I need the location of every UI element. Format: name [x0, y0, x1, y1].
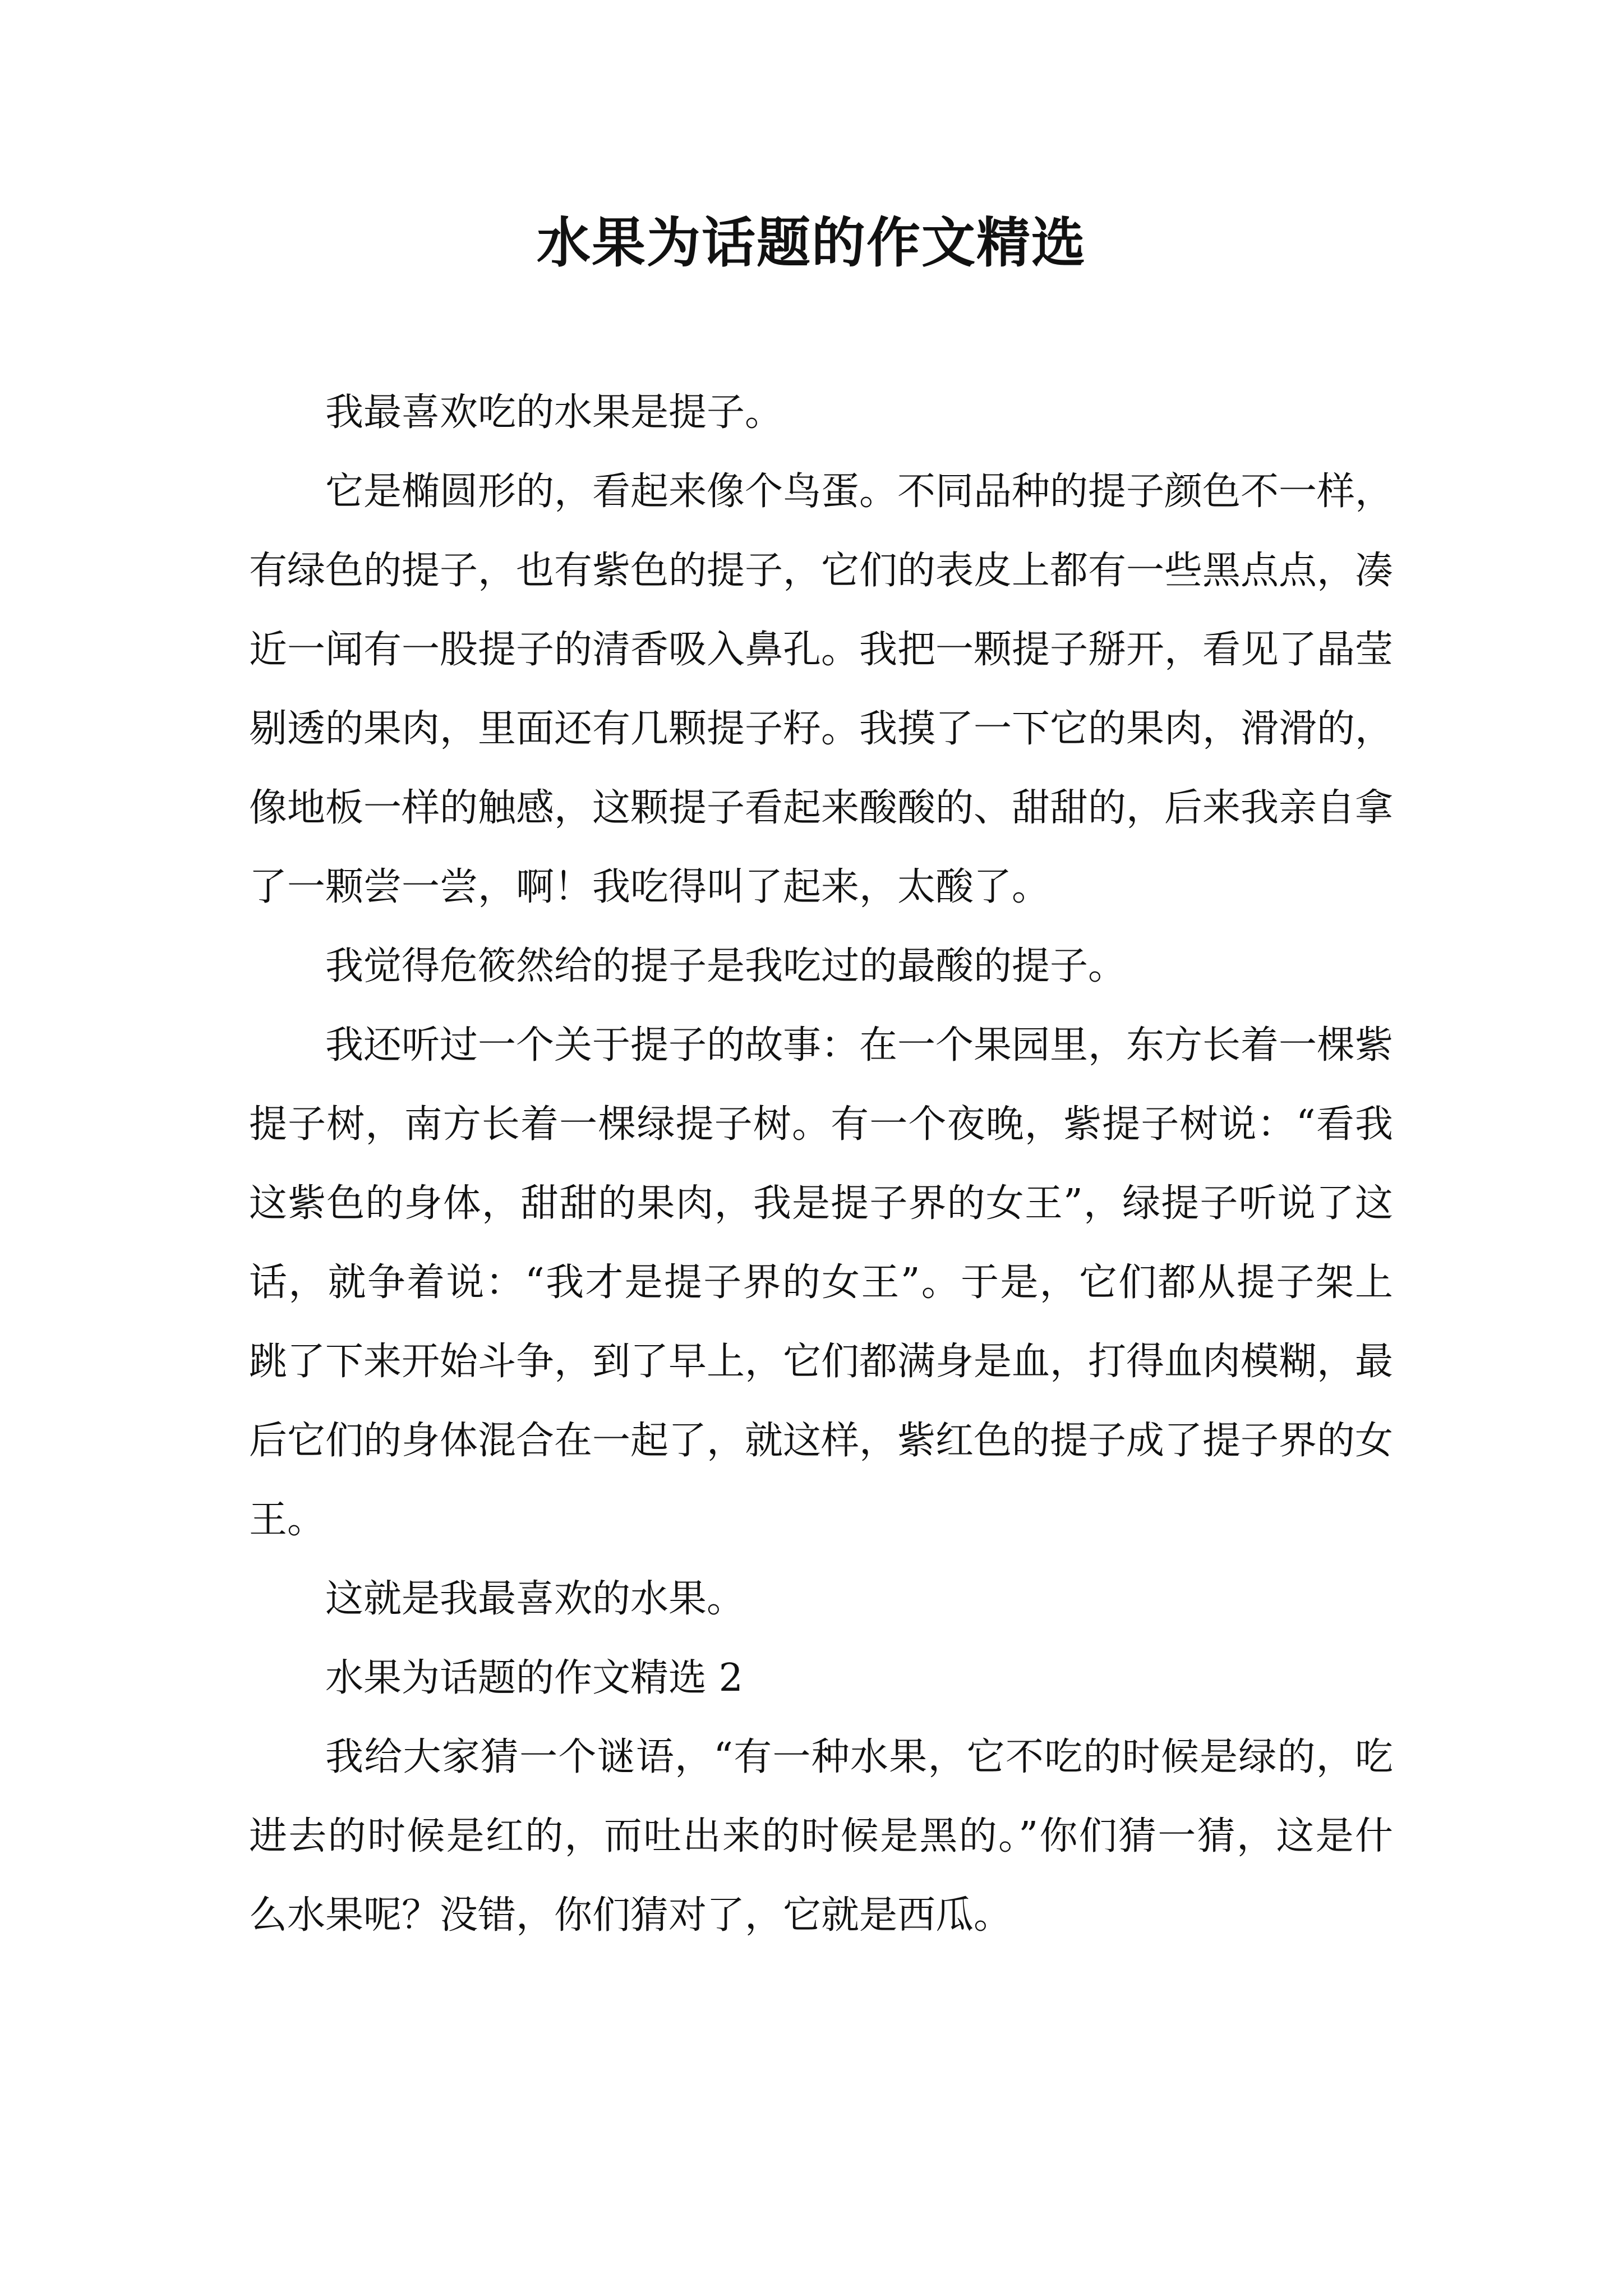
- document-body: [249, 373, 1393, 1955]
- paragraph-grape-story: 我还听过一个关于提子的故事：在一个果园里，东方长着一棵紫提子树，南方长着一棵绿提子树。有一个夜晚，紫提子树说：“看我这紫色的身体，甜甜的果肉，我是提子界的女王”，绿提子听说了这话，就争着说：“我才是提子界的女王”。于是，它们都从提子架上跳了下来开始斗争，到了早上，它们都满身是血，打得血肉模糊，最后它们的身体混合在一起了，就这样，紫红色的提子成了提子界的女王。: [249, 1023, 1394, 1542]
- paragraph-favorite-fruit: 我最喜欢吃的水果是提子。: [325, 390, 783, 435]
- paragraph-conclusion: 这就是我最喜欢的水果。: [325, 1577, 745, 1621]
- section-heading-2: 水果为话题的作文精选 2: [325, 1656, 743, 1700]
- paragraph-sourest-grape: 我觉得危筱然给的提子是我吃过的最酸的提子。: [325, 944, 1127, 988]
- paragraph-grape-description: 它是椭圆形的，看起来像个鸟蛋。不同品种的提子颜色不一样，有绿色的提子，也有紫色的提子，它们的表皮上都有一些黑点点，凑近一闻有一股提子的清香吸入鼻孔。我把一颗提子掰开，看见了晶莹剔透的果肉，里面还有几颗提子籽。我摸了一下它的果肉，滑滑的，像地板一样的触感，这颗提子看起来酸酸的、甜甜的，后来我亲自拿了一颗尝一尝，啊！我吃得叫了起来，太酸了。: [249, 470, 1394, 909]
- paragraph-watermelon-riddle: 我给大家猜一个谜语，“有一种水果，它不吃的时候是绿的，吃进去的时候是红的，而吐出来的时候是黑的。”你们猜一猜，这是什么水果呢？没错，你们猜对了，它就是西瓜。: [249, 1735, 1393, 1938]
- document-title: 水果为话题的作文精选: [537, 211, 1086, 274]
